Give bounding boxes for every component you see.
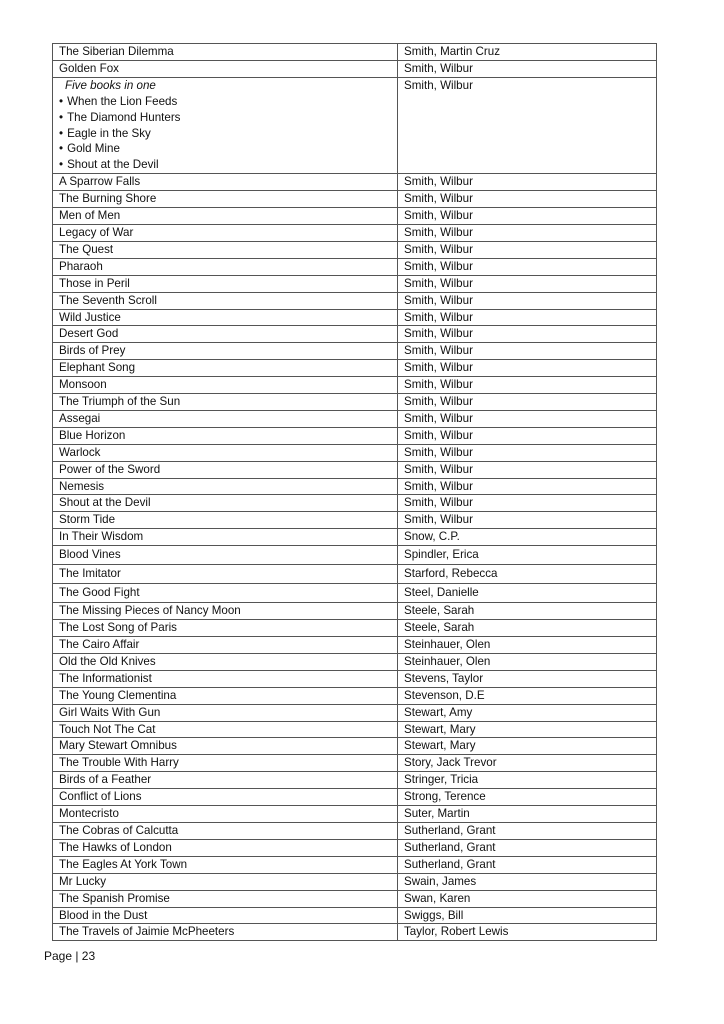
table-row <box>53 924 657 941</box>
omnibus-subheading: Five books in one <box>65 78 156 92</box>
omnibus-book-item: • When the Lion Feeds <box>59 94 397 110</box>
book-title-cell: Touch Not The Cat <box>53 721 398 738</box>
book-author-cell: Stewart, Amy <box>398 704 657 721</box>
book-title-cell: The Cairo Affair <box>53 637 398 654</box>
book-title-cell: The Young Clementina <box>53 687 398 704</box>
book-title-cell: Storm Tide <box>53 512 398 529</box>
book-author-cell: Smith, Wilbur <box>398 77 657 173</box>
table-row <box>53 806 657 823</box>
book-title-cell: A Sparrow Falls <box>53 174 398 191</box>
book-author-cell: Stevens, Taylor <box>398 670 657 687</box>
book-author-cell: Smith, Wilbur <box>398 191 657 208</box>
book-author-cell: Sutherland, Grant <box>398 839 657 856</box>
omnibus-book-item: • Eagle in the Sky <box>59 126 397 142</box>
book-title-cell: Blue Horizon <box>53 427 398 444</box>
book-title-cell: Elephant Song <box>53 360 398 377</box>
table-row <box>53 427 657 444</box>
book-author-cell: Strong, Terence <box>398 789 657 806</box>
omnibus-book-item: • Shout at the Devil <box>59 157 397 173</box>
book-title-cell: The Hawks of London <box>53 839 398 856</box>
book-author-cell: Taylor, Robert Lewis <box>398 924 657 941</box>
table-row <box>53 208 657 225</box>
book-author-cell: Sutherland, Grant <box>398 856 657 873</box>
table-row <box>53 394 657 411</box>
table-row <box>53 309 657 326</box>
book-title-cell: The Cobras of Calcutta <box>53 822 398 839</box>
table-row <box>53 687 657 704</box>
book-title-cell: Mr Lucky <box>53 873 398 890</box>
book-title-cell: Birds of a Feather <box>53 772 398 789</box>
book-author-cell: Smith, Wilbur <box>398 343 657 360</box>
book-author-cell: Stringer, Tricia <box>398 772 657 789</box>
book-author-cell: Smith, Wilbur <box>398 427 657 444</box>
book-author-cell: Steele, Sarah <box>398 620 657 637</box>
table-row <box>53 620 657 637</box>
book-author-cell: Steinhauer, Olen <box>398 637 657 654</box>
table-row <box>53 292 657 309</box>
table-row <box>53 839 657 856</box>
table-row <box>53 60 657 77</box>
table-row <box>53 44 657 61</box>
table-row <box>53 670 657 687</box>
table-row <box>53 461 657 478</box>
book-title-cell: Power of the Sword <box>53 461 398 478</box>
omnibus-book-item: • The Diamond Hunters <box>59 110 397 126</box>
book-title-cell: Blood Vines <box>53 546 398 565</box>
book-author-cell: Smith, Wilbur <box>398 326 657 343</box>
book-title-cell: Shout at the Devil <box>53 495 398 512</box>
book-author-cell: Smith, Wilbur <box>398 461 657 478</box>
table-row <box>53 326 657 343</box>
table-row <box>53 191 657 208</box>
book-title-cell: Men of Men <box>53 208 398 225</box>
book-author-cell: Smith, Wilbur <box>398 309 657 326</box>
table-row <box>53 637 657 654</box>
table-row <box>53 653 657 670</box>
book-author-cell: Smith, Wilbur <box>398 478 657 495</box>
book-title-cell: The Eagles At York Town <box>53 856 398 873</box>
book-author-cell: Smith, Wilbur <box>398 495 657 512</box>
table-row <box>53 174 657 191</box>
book-author-cell: Smith, Wilbur <box>398 174 657 191</box>
book-author-cell: Smith, Wilbur <box>398 208 657 225</box>
book-author-cell: Smith, Wilbur <box>398 292 657 309</box>
book-author-cell: Steinhauer, Olen <box>398 653 657 670</box>
table-row <box>53 890 657 907</box>
book-title-cell: Blood in the Dust <box>53 907 398 924</box>
book-author-cell: Smith, Wilbur <box>398 60 657 77</box>
book-author-cell: Swan, Karen <box>398 890 657 907</box>
book-title-cell: The Trouble With Harry <box>53 755 398 772</box>
book-title-cell: The Travels of Jaimie McPheeters <box>53 924 398 941</box>
book-title-cell <box>53 77 398 173</box>
table-row <box>53 410 657 427</box>
table-row <box>53 856 657 873</box>
book-title-cell: The Spanish Promise <box>53 890 398 907</box>
book-author-cell: Smith, Wilbur <box>398 410 657 427</box>
table-row <box>53 343 657 360</box>
book-title-cell: Mary Stewart Omnibus <box>53 738 398 755</box>
book-author-cell: Smith, Wilbur <box>398 275 657 292</box>
table-row <box>53 584 657 603</box>
book-title-cell: The Triumph of the Sun <box>53 394 398 411</box>
book-author-cell: Stewart, Mary <box>398 738 657 755</box>
book-author-cell: Steele, Sarah <box>398 603 657 620</box>
book-author-cell: Suter, Martin <box>398 806 657 823</box>
book-title-cell: The Seventh Scroll <box>53 292 398 309</box>
book-author-cell: Stevenson, D.E <box>398 687 657 704</box>
book-author-cell: Smith, Wilbur <box>398 241 657 258</box>
table-row <box>53 873 657 890</box>
table-row <box>53 789 657 806</box>
book-title-cell: The Informationist <box>53 670 398 687</box>
book-title-cell: The Burning Shore <box>53 191 398 208</box>
book-author-cell: Smith, Wilbur <box>398 444 657 461</box>
book-title-cell: The Imitator <box>53 565 398 584</box>
book-author-cell: Smith, Wilbur <box>398 377 657 394</box>
book-title-cell: Golden Fox <box>53 60 398 77</box>
table-row <box>53 546 657 565</box>
book-title-cell: Pharaoh <box>53 258 398 275</box>
table-row <box>53 444 657 461</box>
book-title-cell: The Missing Pieces of Nancy Moon <box>53 603 398 620</box>
book-author-cell: Stewart, Mary <box>398 721 657 738</box>
table-row <box>53 241 657 258</box>
book-title-cell: Warlock <box>53 444 398 461</box>
book-title-cell: The Quest <box>53 241 398 258</box>
book-title-cell: The Lost Song of Paris <box>53 620 398 637</box>
book-title-cell: Desert God <box>53 326 398 343</box>
table-row <box>53 822 657 839</box>
book-title-cell: Legacy of War <box>53 224 398 241</box>
table-row <box>53 377 657 394</box>
book-author-cell: Snow, C.P. <box>398 529 657 546</box>
book-author-cell: Smith, Wilbur <box>398 512 657 529</box>
book-title-cell: Monsoon <box>53 377 398 394</box>
table-row <box>53 258 657 275</box>
table-row <box>53 275 657 292</box>
table-row <box>53 495 657 512</box>
book-author-cell: Smith, Wilbur <box>398 360 657 377</box>
book-title-cell: Those in Peril <box>53 275 398 292</box>
book-title-cell: Assegai <box>53 410 398 427</box>
book-title-cell: In Their Wisdom <box>53 529 398 546</box>
table-row <box>53 478 657 495</box>
omnibus-book-item: • Gold Mine <box>59 141 397 157</box>
table-row <box>53 512 657 529</box>
table-row <box>53 755 657 772</box>
table-row <box>53 907 657 924</box>
book-title-cell: Old the Old Knives <box>53 653 398 670</box>
book-title-cell: Birds of Prey <box>53 343 398 360</box>
book-author-cell: Sutherland, Grant <box>398 822 657 839</box>
table-row <box>53 603 657 620</box>
book-author-cell: Story, Jack Trevor <box>398 755 657 772</box>
book-author-cell: Swiggs, Bill <box>398 907 657 924</box>
book-title-cell: Wild Justice <box>53 309 398 326</box>
book-author-cell: Smith, Wilbur <box>398 258 657 275</box>
table-row <box>53 704 657 721</box>
book-author-cell: Smith, Wilbur <box>398 224 657 241</box>
table-row <box>53 721 657 738</box>
book-table <box>52 43 657 941</box>
book-title-cell: The Siberian Dilemma <box>53 44 398 61</box>
book-title-cell: Conflict of Lions <box>53 789 398 806</box>
book-author-cell: Smith, Wilbur <box>398 394 657 411</box>
book-title-cell: Nemesis <box>53 478 398 495</box>
book-author-cell: Smith, Martin Cruz <box>398 44 657 61</box>
page-number: Page | 23 <box>44 949 96 963</box>
book-author-cell: Starford, Rebecca <box>398 565 657 584</box>
table-row <box>53 565 657 584</box>
table-row <box>53 224 657 241</box>
book-title-cell: The Good Fight <box>53 584 398 603</box>
book-title-cell: Montecristo <box>53 806 398 823</box>
book-title-cell: Girl Waits With Gun <box>53 704 398 721</box>
book-author-cell: Steel, Danielle <box>398 584 657 603</box>
book-author-cell: Spindler, Erica <box>398 546 657 565</box>
table-row <box>53 77 657 173</box>
table-row <box>53 529 657 546</box>
table-row <box>53 360 657 377</box>
table-row <box>53 772 657 789</box>
book-table-body <box>53 44 657 941</box>
table-row <box>53 738 657 755</box>
book-author-cell: Swain, James <box>398 873 657 890</box>
